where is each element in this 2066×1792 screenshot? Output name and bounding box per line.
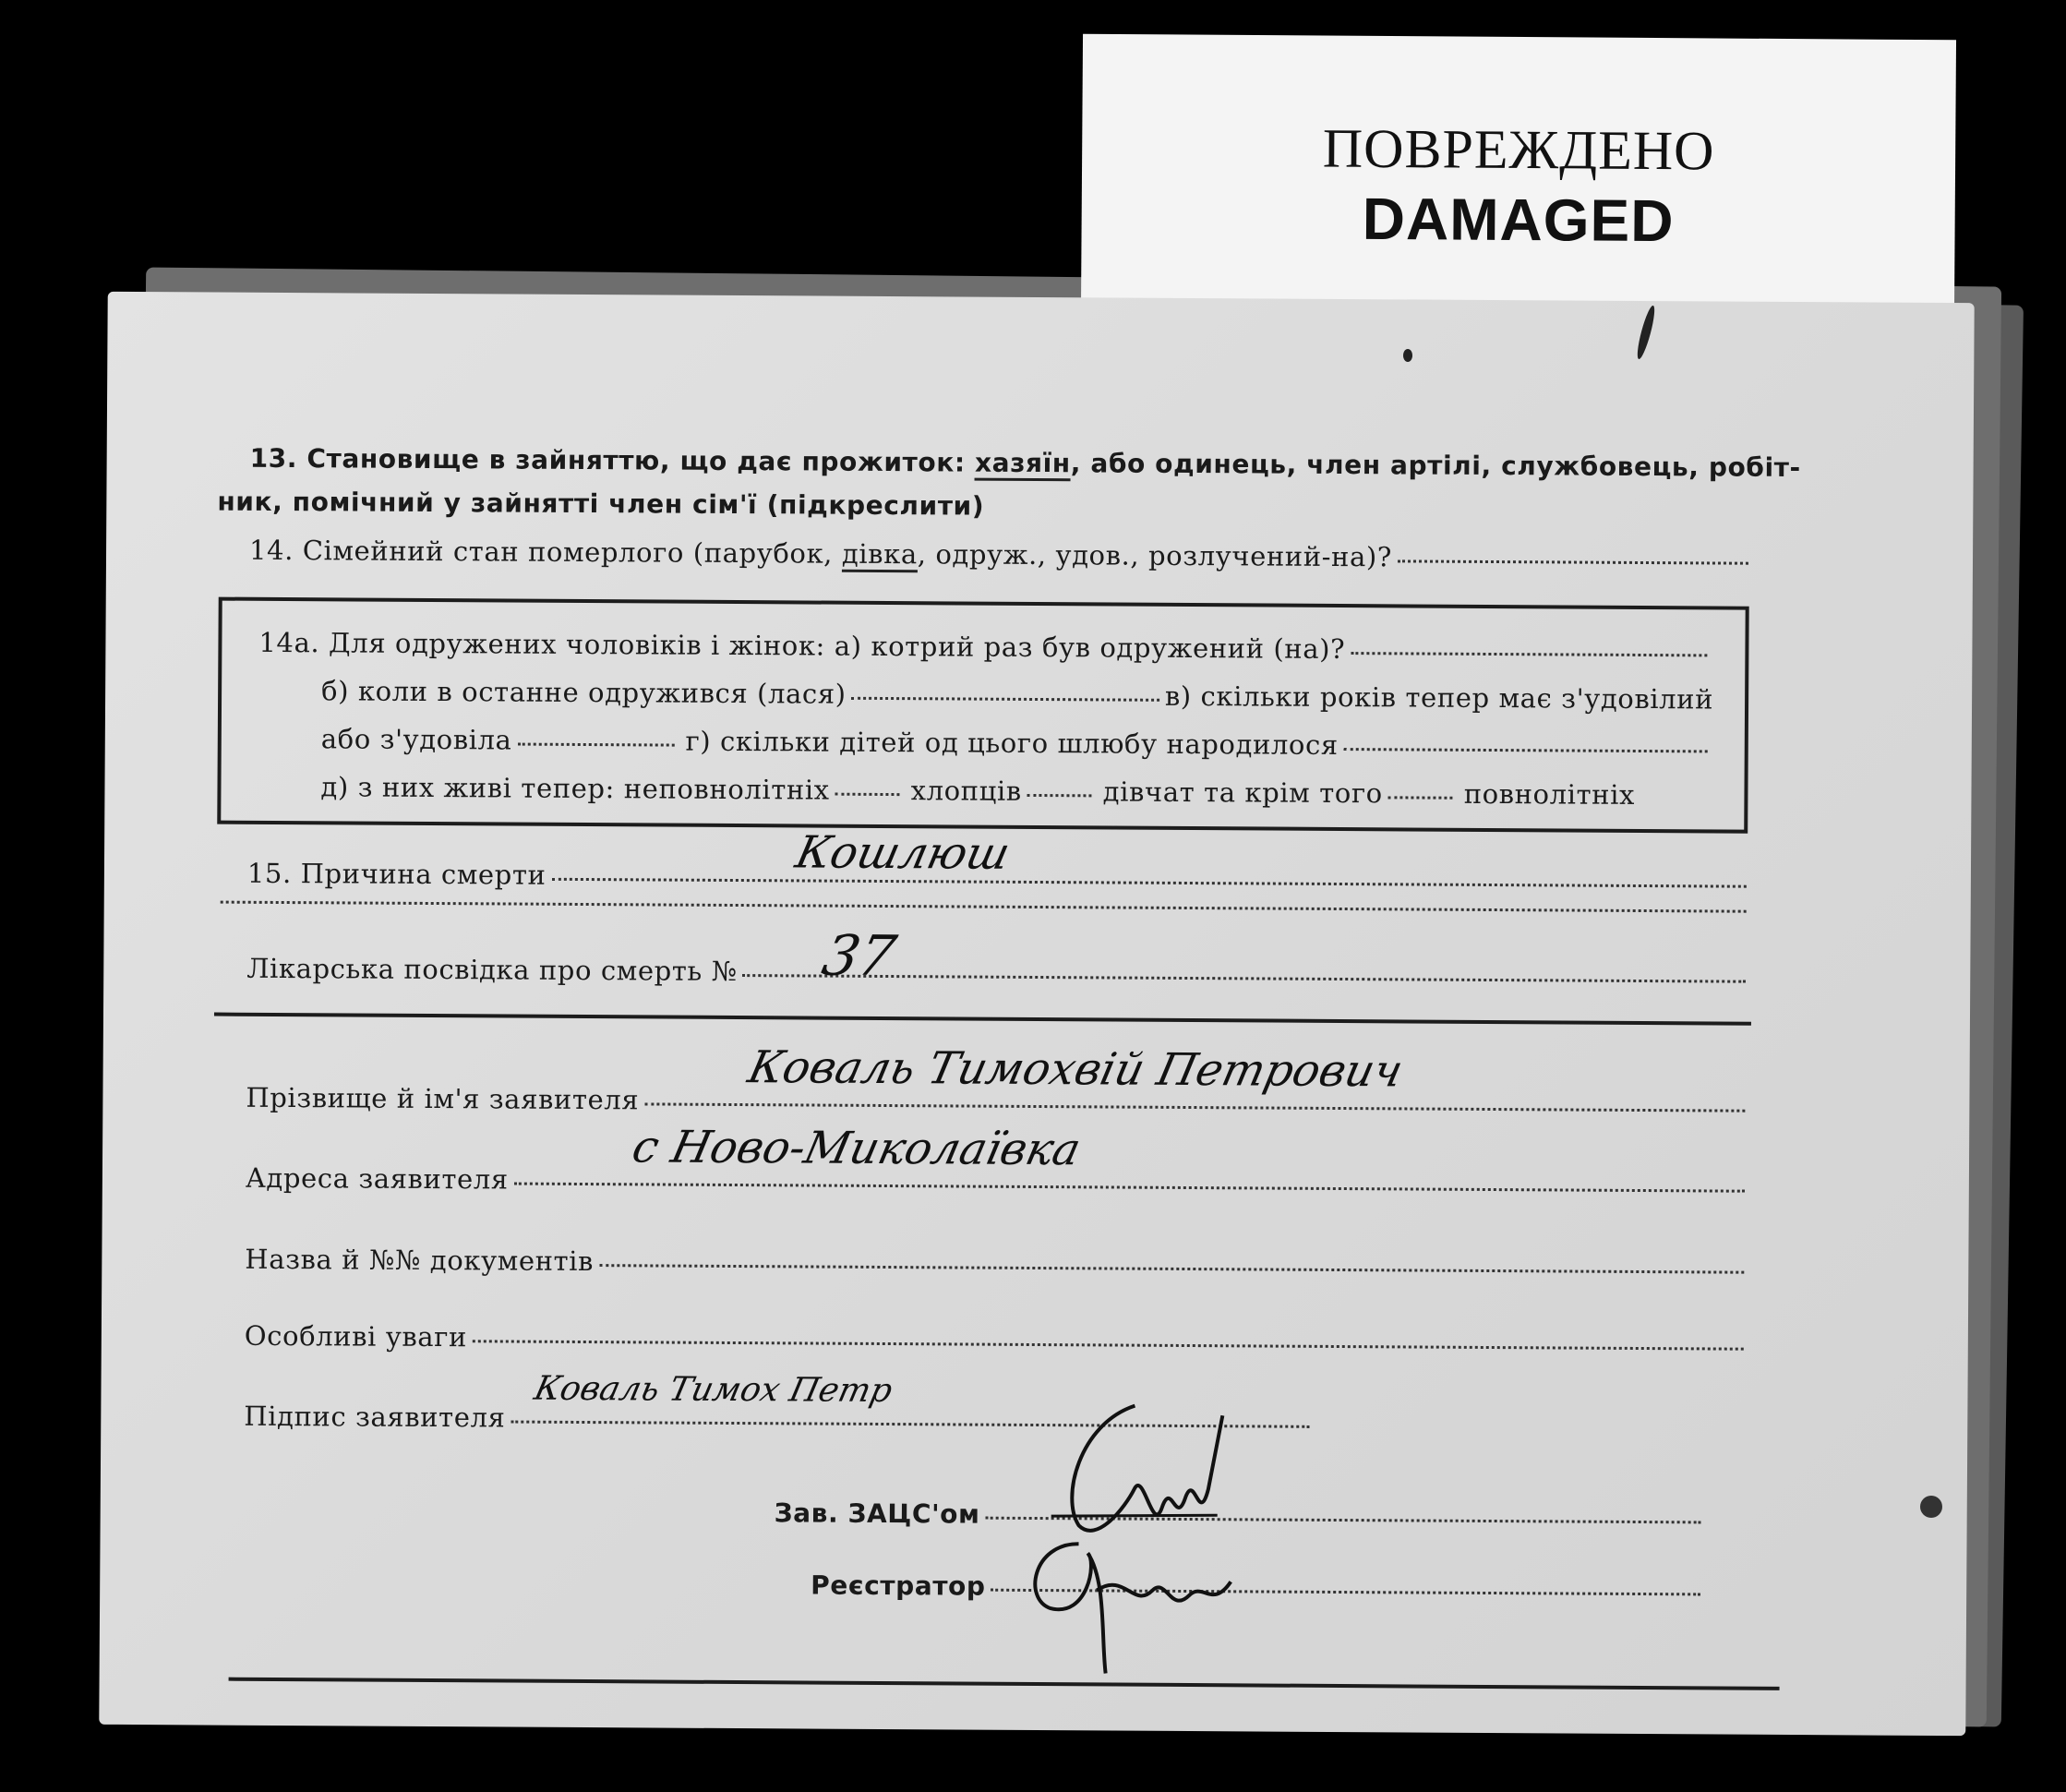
q14a-line4a: д) з них живі тепер: неповнолітніх — [320, 771, 830, 806]
registrar-signature — [1014, 1525, 1236, 1683]
q14-rest: , одруж., удов., розлучений-на)? — [917, 538, 1393, 573]
section-divider-top — [214, 1013, 1751, 1026]
q14a-line2b: в) скільки років тепер має з'удовілий — [1164, 680, 1714, 716]
q13-rest: , або одинець, член артілі, службовець, робіт- — [1070, 448, 1801, 484]
q14a-line2-dots — [852, 696, 1159, 702]
q13-line2: ник, помічний у зайнятті член сім'ї (підкреслити) — [217, 486, 985, 522]
q14a-line1-dots — [1351, 651, 1707, 656]
applicant-signature-handwritten: Коваль Тимох Петр — [531, 1369, 896, 1411]
question-14 — [249, 535, 1754, 578]
q14a-line3 — [321, 723, 1713, 763]
form-sheet — [99, 292, 1974, 1736]
documents-row — [245, 1244, 1749, 1284]
cert-label: Лікарська посвідка про смерть № — [246, 952, 738, 988]
applicant-signature-label: Підпис заявителя — [244, 1400, 506, 1434]
cert-number-handwritten: 37 — [816, 923, 902, 990]
q14a-line3a: або з'удовіла — [320, 723, 512, 756]
q14-marked: дівка — [842, 538, 918, 572]
q15-extra-line — [215, 904, 1752, 917]
notes-label: Особливі уваги — [244, 1319, 468, 1353]
applicant-address-handwritten: с Ново-Миколаївка — [627, 1121, 1086, 1176]
q14a-line3b: г) скільки дітей од цього шлюбу народилося — [685, 725, 1339, 761]
q14a-line3-dots-b — [1344, 747, 1708, 752]
death-certificate-row — [246, 953, 1751, 993]
hole-mark — [1920, 1496, 1942, 1518]
q13-prefix: 13. Становище в зайняттю, що дає прожиток: — [249, 442, 966, 478]
question-13 — [250, 443, 1801, 486]
q14a-line3-dots-a — [517, 742, 674, 747]
question-13-line2 — [217, 487, 984, 522]
applicant-name-handwritten: Коваль Тимохвій Петрович — [743, 1041, 1408, 1098]
q14a-line4d: повнолітніх — [1463, 777, 1636, 811]
q15-dots — [551, 877, 1746, 888]
section-divider-bottom — [229, 1678, 1780, 1690]
q14a-line1-text: 14а. Для одружених чоловіків і жінок: а) котрий раз був одружений (на)? — [258, 626, 1346, 666]
q14a-line2 — [321, 675, 1713, 715]
q14a-line1 — [258, 627, 1712, 667]
q15-handwritten: Кошлюш — [790, 826, 1015, 880]
cert-dots — [743, 973, 1747, 983]
q14a-line4-dots-b — [1027, 793, 1092, 797]
damaged-label-ru: ПОВРЕЖДЕНО — [1322, 117, 1715, 182]
marriage-box — [217, 597, 1748, 834]
head-zags-row — [775, 1497, 1707, 1533]
q14-dots — [1398, 559, 1748, 564]
applicant-address-dots — [514, 1182, 1745, 1193]
q15-label: 15. Причина смерти — [246, 857, 547, 891]
damaged-label-en: DAMAGED — [1362, 185, 1675, 255]
notes-dots — [473, 1339, 1744, 1350]
registrar-label: Реєстратор — [811, 1570, 986, 1602]
documents-label: Назва й №№ документів — [245, 1243, 595, 1278]
applicant-address-label: Адреса заявителя — [245, 1161, 509, 1196]
q14-prefix: 14. Сімейний стан померлого (парубок, — [248, 534, 834, 570]
documents-dots — [599, 1263, 1744, 1274]
registrar-row — [811, 1570, 1706, 1606]
applicant-name-dots — [644, 1101, 1745, 1112]
q14a-line4c: дівчат та крім того — [1102, 776, 1383, 810]
ink-spot — [1403, 349, 1412, 362]
q14a-line4-dots-a — [835, 792, 900, 796]
q14a-line4-dots-c — [1388, 795, 1453, 799]
q14a-line2a: б) коли в останне одружився (лася) — [321, 675, 847, 710]
damaged-label — [1081, 34, 1956, 318]
q14a-line4 — [320, 771, 1635, 811]
q13-marked: хазяїн — [975, 448, 1071, 482]
q14a-line4b: хлопців — [910, 775, 1022, 807]
applicant-name-label: Прізвище й ім'я заявителя — [246, 1081, 640, 1116]
q15-extra-dots — [221, 900, 1747, 913]
head-zags-label: Зав. ЗАЦС'ом — [774, 1497, 980, 1530]
notes-row — [245, 1320, 1749, 1361]
